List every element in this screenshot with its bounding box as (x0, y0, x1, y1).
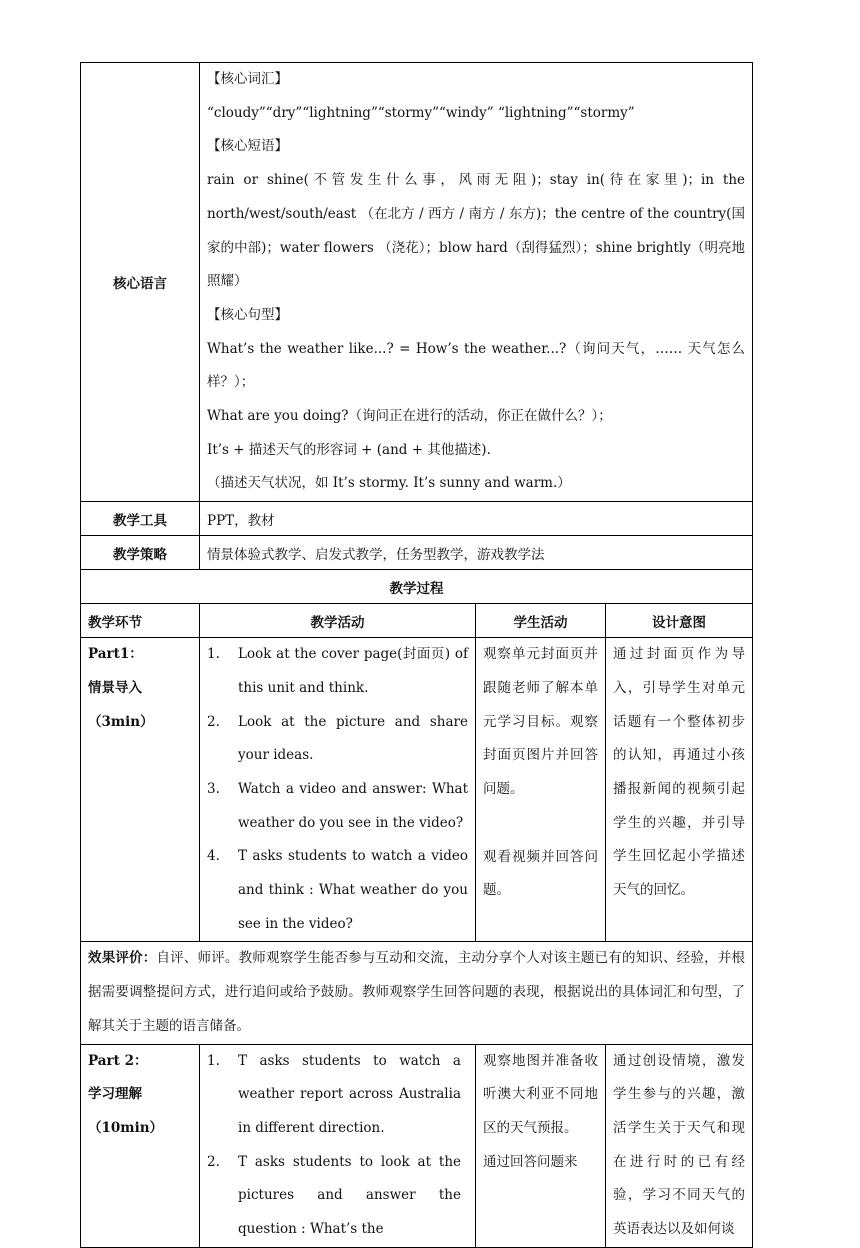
phrase-list: rain or shine(不管发生什么事，风雨无阻)；stay in(待在家里)；in the north/west/south/east （在北方 / 西方 / 南方 / 东方)；the centre of the country(国家的中部)；water flowers （浇花）；blow hard（刮得猛烈）；shine brightly（明亮地照耀） (207, 172, 746, 290)
activity-item: 1. T asks students to watch a weather report across Australia in different direction. (207, 1052, 461, 1136)
core-language-content (200, 63, 753, 502)
vocab-list: “cloudy”“dry”“lightning”“stormy”“windy” “lightning”“stormy” (207, 104, 635, 121)
lesson-plan-table (80, 62, 753, 1248)
sentence-pattern: What’s the weather like...? = How’s the weather...?（询问天气，…… 天气怎么样？）； (207, 340, 746, 391)
column-header-row (81, 604, 753, 638)
strategy-value: 情景体验式教学、启发式教学，任务型教学，游戏教学法 (200, 536, 753, 570)
process-title: 教学过程 (81, 570, 753, 604)
evaluation-label: 效果评价： (88, 950, 157, 967)
stage-name: 学习理解 (88, 1086, 142, 1103)
part1-student-activity (476, 638, 606, 942)
student-activity-text: 观看视频并回答问题。 (483, 848, 598, 899)
evaluation-text: 自评、师评。教师观察学生能否参与互动和交流，主动分享个人对该主题已有的知识、经验，并根据需要调整提问方式，进行追问或给予鼓励。教师观察学生回答问题的表现，根据说出的具体词汇和句型，了解其关于主题的语言储备。 (88, 950, 746, 1034)
stage-title: Part 2： (88, 1052, 148, 1069)
part1-design-intent: 通过封面页作为导入，引导学生对单元话题有一个整体初步的认知，再通过小孩播报新闻的视频引起学生的兴趣，并引导学生回忆起小学描述天气的回忆。 (606, 638, 753, 942)
part1-stage (81, 638, 200, 942)
evaluation-content (81, 942, 753, 1044)
student-activity-text: 观察地图并准备收听澳大利亚不同地区的天气预报。 (483, 1052, 598, 1136)
part1-activities (200, 638, 476, 942)
sentence-heading: 【核心句型】 (207, 306, 288, 323)
part1-row (81, 638, 753, 942)
part2-design-intent: 通过创设情境，激发学生参与的兴趣，激活学生关于天气和现在进行时的已有经验，学习不同天气的英语表达以及如何谈 (606, 1044, 753, 1247)
sentence-pattern: It’s + 描述天气的形容词 + (and + 其他描述). (207, 441, 491, 458)
part2-row (81, 1044, 753, 1247)
part2-student-activity (476, 1044, 606, 1247)
stage-duration: （10min） (88, 1119, 164, 1136)
student-activity-text: 通过回答问题来 (483, 1153, 578, 1170)
stage-title: Part1： (88, 646, 143, 663)
activity-item: 3. Watch a video and answer: What weather do you see in the video? (207, 780, 468, 831)
column-header: 设计意图 (606, 604, 753, 638)
strategy-label: 教学策略 (81, 536, 200, 570)
strategy-row (81, 536, 753, 570)
student-activity-text: 观察单元封面页并跟随老师了解本单元学习目标。观察封面页图片并回答问题。 (483, 646, 598, 797)
tools-row (81, 502, 753, 536)
core-language-label: 核心语言 (81, 63, 200, 502)
vocab-heading: 【核心词汇】 (207, 71, 288, 87)
evaluation-row (81, 942, 753, 1044)
activity-item: 4. T asks students to watch a video and think : What weather do you see in the video? (207, 848, 468, 932)
process-title-row (81, 570, 753, 604)
part2-stage (81, 1044, 200, 1247)
stage-name: 情景导入 (88, 679, 142, 696)
core-language-row (81, 63, 753, 502)
activity-item: 1. Look at the cover page(封面页) of this unit and think. (207, 646, 468, 696)
activity-item: 2. Look at the picture and share your ideas. (207, 713, 468, 764)
part2-activities (200, 1044, 476, 1247)
column-header: 学生活动 (476, 604, 606, 638)
tools-value: PPT，教材 (200, 502, 753, 536)
sentence-pattern: What are you doing?（询问正在进行的活动，你正在做什么？）； (207, 408, 612, 425)
sentence-pattern: （描述天气状况，如 It’s stormy. It’s sunny and warm.） (207, 475, 571, 492)
stage-duration: （3min） (88, 713, 154, 730)
column-header: 教学活动 (200, 604, 476, 638)
activity-item: 2. T asks students to look at the pictures and answer the question : What’s the (207, 1153, 461, 1238)
phrase-heading: 【核心短语】 (207, 138, 288, 155)
tools-label: 教学工具 (81, 502, 200, 536)
column-header: 教学环节 (81, 604, 200, 638)
